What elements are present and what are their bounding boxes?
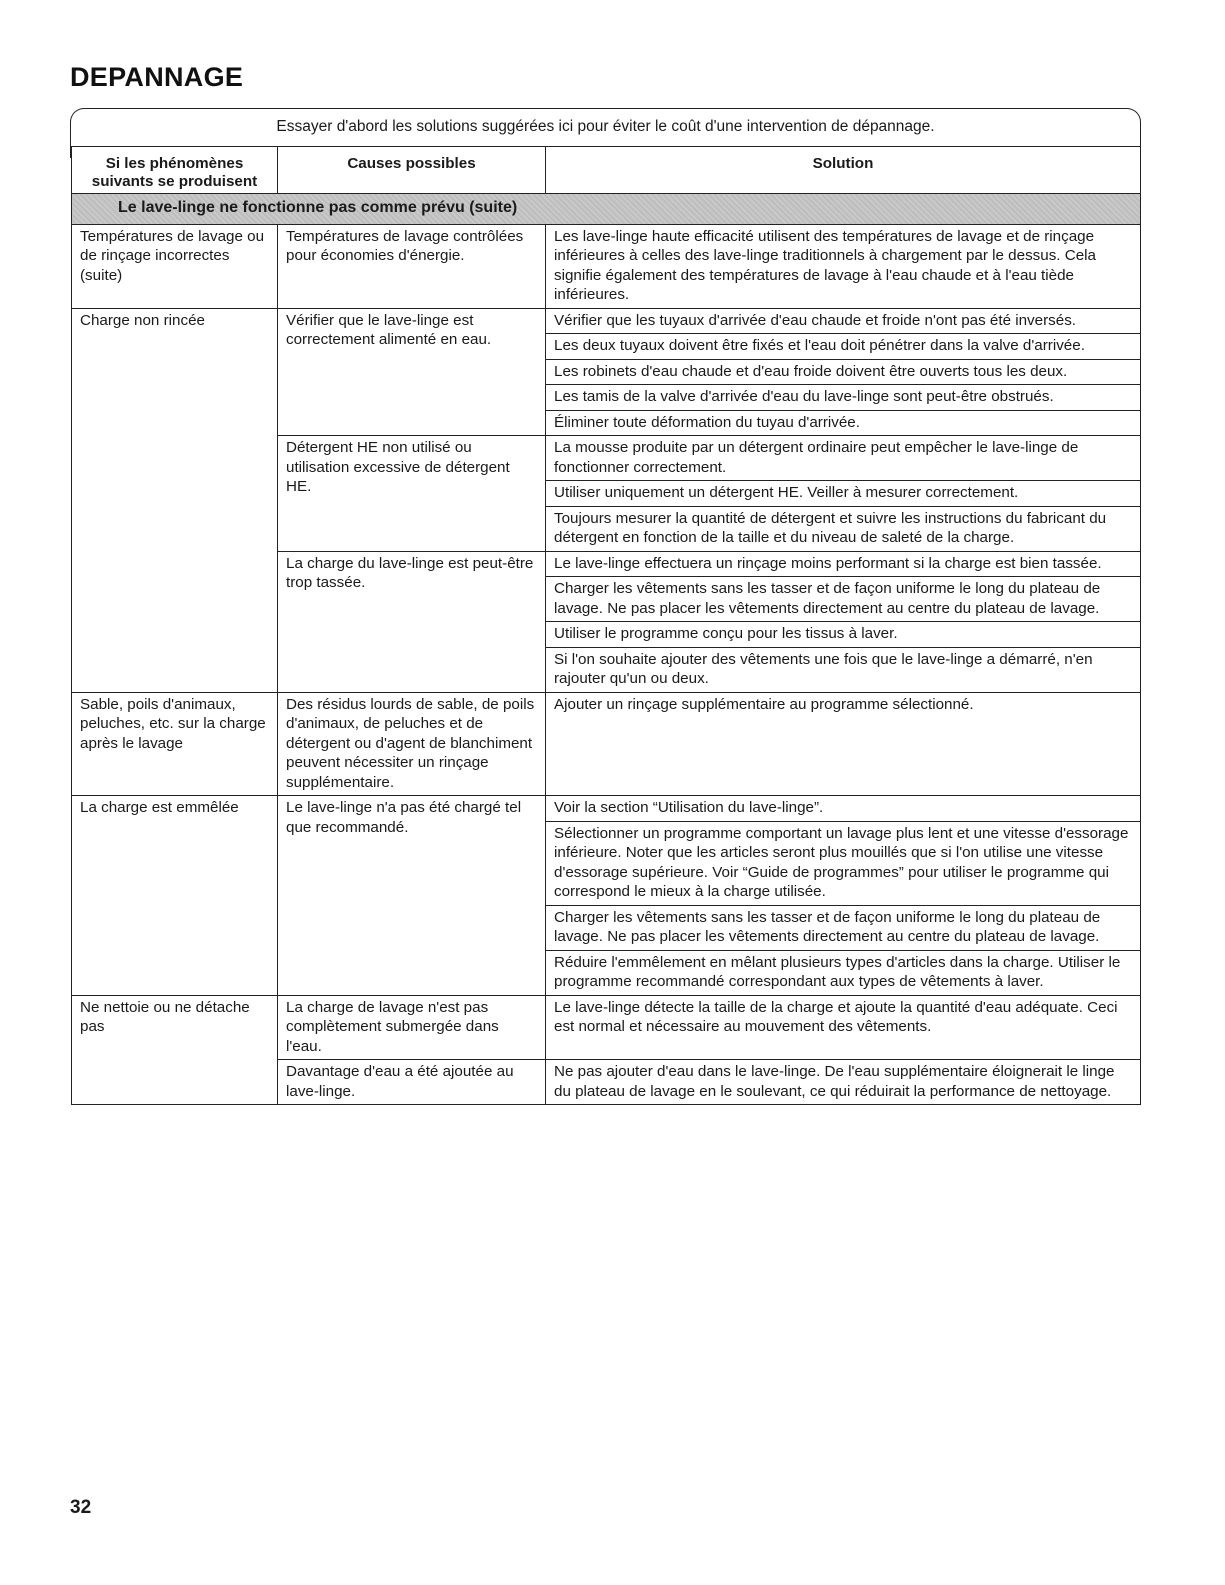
solution-cell: Réduire l'emmêlement en mêlant plusieurs types d'articles dans la charge. Utiliser le programme recommandé correspondant aux types de vêtements à laver.: [546, 950, 1141, 995]
solution-cell: Charger les vêtements sans les tasser et de façon uniforme le long du plateau de lavage. Ne pas placer les vêtements directement au centre du plateau de lavage.: [546, 905, 1141, 950]
column-header-solution: Solution: [546, 147, 1141, 194]
cause-cell: La charge de lavage n'est pas complètement submergée dans l'eau.: [278, 995, 546, 1060]
table-row: [72, 224, 1141, 308]
page-number: 32: [70, 1497, 92, 1518]
solution-cell: Sélectionner un programme comportant un lavage plus lent et une vitesse d'essorage inférieure. Noter que les articles seront plus mouillés que si l'on utilise une vitesse d'essorage supérieure. Voir “Guide de programmes” pour utiliser le programme qui correspond le mieux à la charge utilisée.: [546, 821, 1141, 905]
intro-text: Essayer d'abord les solutions suggérées ici pour éviter le coût d'une intervention de dépannage.: [276, 118, 935, 135]
solution-cell: Les tamis de la valve d'arrivée d'eau du lave-linge sont peut-être obstrués.: [546, 385, 1141, 411]
cause-cell: Vérifier que le lave-linge est correctement alimenté en eau.: [278, 308, 546, 436]
page-title: DEPANNAGE: [70, 62, 244, 92]
cause-cell: La charge du lave-linge est peut-être trop tassée.: [278, 551, 546, 692]
solution-cell: Si l'on souhaite ajouter des vêtements une fois que le lave-linge a démarré, n'en rajouter qu'un ou deux.: [546, 647, 1141, 692]
solution-cell: Charger les vêtements sans les tasser et de façon uniforme le long du plateau de lavage. Ne pas placer les vêtements directement au centre du plateau de lavage.: [546, 577, 1141, 622]
column-header-causes: Causes possibles: [278, 147, 546, 194]
problem-cell: La charge est emmêlée: [72, 796, 278, 996]
solution-cell: Éliminer toute déformation du tuyau d'arrivée.: [546, 410, 1141, 436]
cause-cell: Des résidus lourds de sable, de poils d'animaux, de peluches et de détergent ou d'agent de blanchiment peuvent nécessiter un rinçage supplémentaire.: [278, 692, 546, 796]
cause-cell: Détergent HE non utilisé ou utilisation excessive de détergent HE.: [278, 436, 546, 552]
cause-cell: Températures de lavage contrôlées pour économies d'énergie.: [278, 224, 546, 308]
solution-cell: Voir la section “Utilisation du lave-linge”.: [546, 796, 1141, 822]
solution-cell: Ajouter un rinçage supplémentaire au programme sélectionné.: [546, 692, 1141, 796]
solution-cell: Les lave-linge haute efficacité utilisent des températures de lavage et de rinçage inférieures à celles des lave-linge traditionnels à chargement par le dessus. Cela signifie également des températures de lavage à l'eau chaude et à l'eau tiède inférieures.: [546, 224, 1141, 308]
problem-cell: Températures de lavage ou de rinçage incorrectes (suite): [72, 224, 278, 308]
solution-cell: Le lave-linge effectuera un rinçage moins performant si la charge est bien tassée.: [546, 551, 1141, 577]
section-heading: Le lave-linge ne fonctionne pas comme prévu (suite): [72, 194, 1141, 225]
solution-cell: Les deux tuyaux doivent être fixés et l'eau doit pénétrer dans la valve d'arrivée.: [546, 334, 1141, 360]
troubleshooting-table: [71, 146, 1141, 1105]
solution-cell: Ne pas ajouter d'eau dans le lave-linge. De l'eau supplémentaire éloignerait le linge du plateau de lavage en le soulevant, ce qui réduirait la performance de nettoyage.: [546, 1060, 1141, 1105]
solution-cell: Les robinets d'eau chaude et d'eau froide doivent être ouverts tous les deux.: [546, 359, 1141, 385]
solution-cell: Utiliser le programme conçu pour les tissus à laver.: [546, 622, 1141, 648]
table-row: [72, 308, 1141, 334]
table-row: [72, 796, 1141, 822]
cause-cell: Le lave-linge n'a pas été chargé tel que recommandé.: [278, 796, 546, 996]
solution-cell: Toujours mesurer la quantité de détergent et suivre les instructions du fabricant du détergent en fonction de la taille et du niveau de saleté de la charge.: [546, 506, 1141, 551]
solution-cell: La mousse produite par un détergent ordinaire peut empêcher le lave-linge de fonctionner correctement.: [546, 436, 1141, 481]
column-header-problem: Si les phénomènes suivants se produisent: [72, 147, 278, 194]
table-row: [72, 995, 1141, 1060]
solution-cell: Vérifier que les tuyaux d'arrivée d'eau chaude et froide n'ont pas été inversés.: [546, 308, 1141, 334]
table-row: [72, 692, 1141, 796]
cause-cell: Davantage d'eau a été ajoutée au lave-linge.: [278, 1060, 546, 1105]
problem-cell: Sable, poils d'animaux, peluches, etc. sur la charge après le lavage: [72, 692, 278, 796]
solution-cell: Utiliser uniquement un détergent HE. Veiller à mesurer correctement.: [546, 481, 1141, 507]
problem-cell: Ne nettoie ou ne détache pas: [72, 995, 278, 1105]
section-row: [72, 194, 1141, 225]
problem-cell: Charge non rincée: [72, 308, 278, 692]
solution-cell: Le lave-linge détecte la taille de la charge et ajoute la quantité d'eau adéquate. Ceci est normal et nécessaire au mouvement des vêtements.: [546, 995, 1141, 1060]
table-header-row: [72, 147, 1141, 194]
table-body: [72, 194, 1141, 1105]
